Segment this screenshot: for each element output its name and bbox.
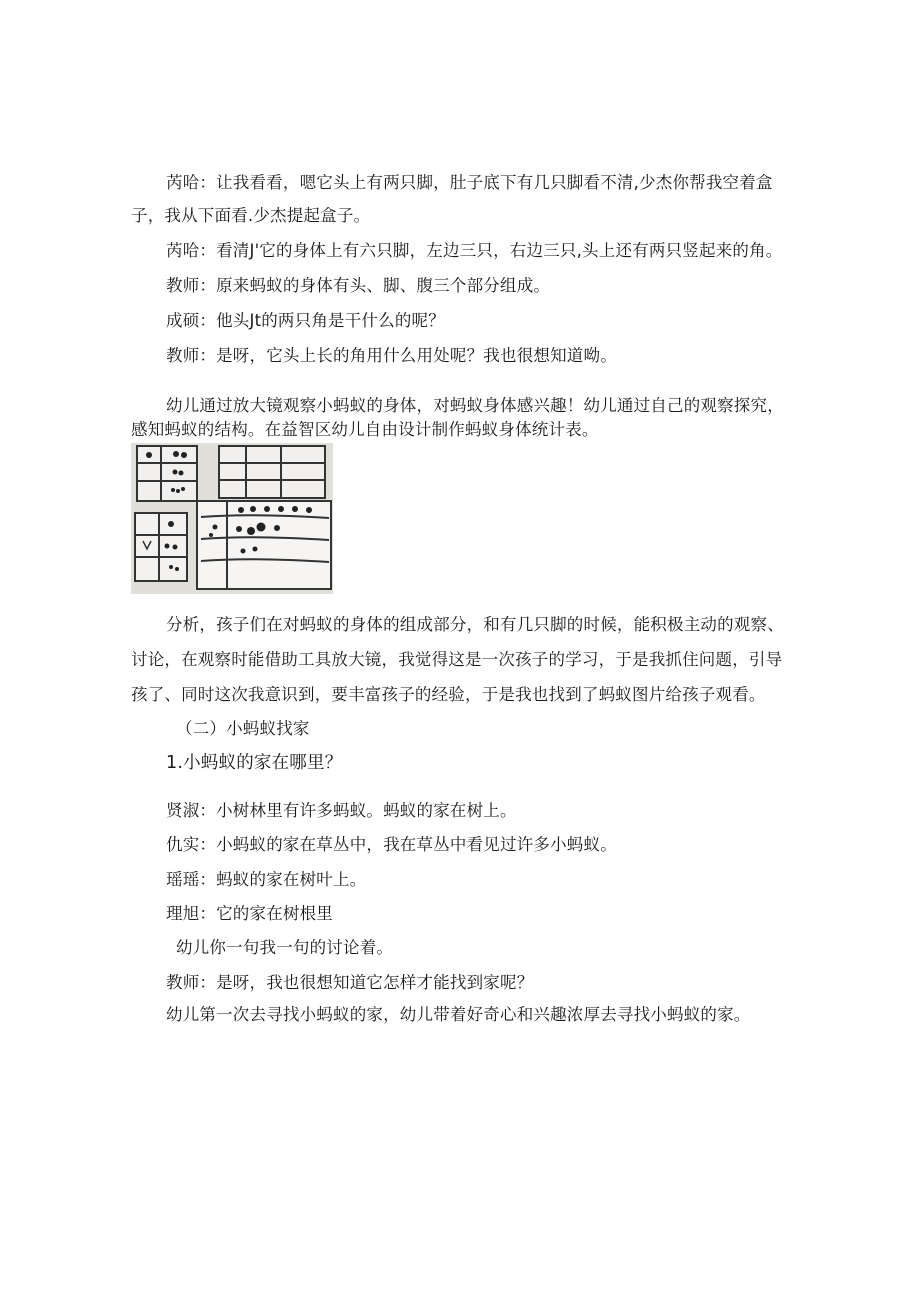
dialogue-line-10: 教师：是呀，我也很想知道它怎样才能找到家呢？: [166, 973, 534, 992]
analysis-paragraph-line-1: 分析，孩子们在对蚂蚁的身体的组成部分，和有几只脚的时候，能积极主动的观察、: [166, 615, 784, 634]
dialogue-line-4: 成硕：他头Jt的两只角是干什么的呢？: [166, 311, 445, 330]
analysis-paragraph-line-3: 孩了、同时这次我意识到，要丰富孩子的经验，于是我也找到了蚂蚁图片给孩子观看。: [131, 685, 766, 704]
section-heading: （二）小蚂蚁找家: [176, 719, 310, 738]
dialogue-line-2: 芮哈：看清J'它的身体上有六只脚，左边三只，右边三只,头上还有两只竖起来的角。: [166, 241, 783, 260]
dialogue-line-8: 瑶瑶：蚂蚁的家在树叶上。: [166, 870, 367, 889]
ant-body-chart-photo: [131, 443, 333, 594]
analysis-paragraph-line-2: 讨论，在观察时能借助工具放大镜，我觉得这是一次孩子的学习，于是我抓住问题，引导: [131, 650, 783, 669]
observation-paragraph-line-2: 感知蚂蚁的结构。在益智区幼儿自由设计制作蚂蚁身体统计表。: [131, 420, 599, 439]
subsection-heading: 1.小蚂蚁的家在哪里？: [166, 753, 343, 773]
dialogue-line-9: 理旭：它的家在树根里: [166, 904, 333, 923]
dialogue-line-1: 芮哈：让我看看，嗯它头上有两只脚，肚子底下有几只脚看不清,少杰你帮我空着盒: [166, 173, 773, 192]
dialogue-line-6: 贤淑：小树林里有许多蚂蚁。蚂蚁的家在树上。: [166, 801, 517, 820]
dialogue-line-7: 仇实：小蚂蚁的家在草丛中，我在草丛中看见过许多小蚂蚁。: [166, 835, 617, 854]
dialogue-line-5: 教师：是呀，它头上长的角用什么用处呢？我也很想知道呦。: [166, 346, 617, 365]
observation-paragraph-line-1: 幼儿通过放大镜观察小蚂蚁的身体，对蚂蚁身体感兴趣！幼儿通过自己的观察探究，: [166, 396, 784, 415]
dialogue-line-3: 教师：原来蚂蚁的身体有头、脚、腹三个部分组成。: [166, 276, 551, 295]
dialogue-line-1-cont: 子，我从下面看.少杰提起盒子。: [131, 206, 371, 225]
narration-line: 幼儿你一句我一句的讨论着。: [176, 938, 394, 957]
closing-line: 幼儿第一次去寻找小蚂蚁的家，幼儿带着好奇心和兴趣浓厚去寻找小蚂蚁的家。: [166, 1005, 751, 1024]
